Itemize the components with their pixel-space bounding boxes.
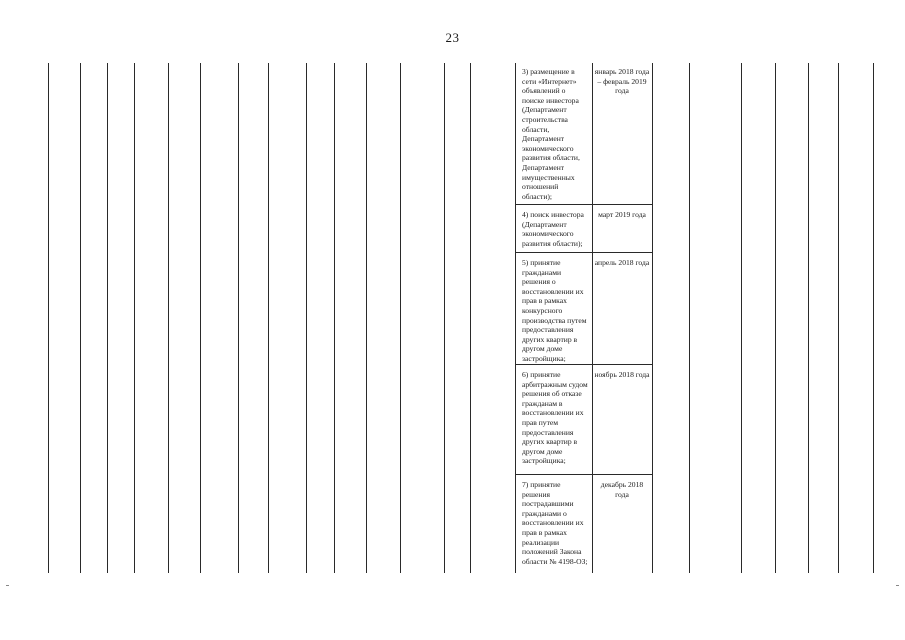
page-number: 23 [445,30,460,45]
table-row-action: 7) принятие решения пострадавшими гражданами о восстановлении их прав в рамках реализации положений Закона области № 4198-ОЗ; [522,480,588,566]
table-column-line [334,63,335,573]
row-separator [515,364,652,365]
table-column-line [808,63,809,573]
table-row-date: январь 2018 года – февраль 2019 года [594,67,650,96]
table-column-line [268,63,269,573]
table-column-line [366,63,367,573]
table-column-line [775,63,776,573]
table-row-action: 5) принятие гражданами решения о восстановлении их прав в рамках конкурсного производства путем предоставления других квартир в другом доме застройщика; [522,258,587,363]
table-column-line [515,63,516,573]
table-column-line [400,63,401,573]
table-column-line [238,63,239,573]
table-row-action: 3) размещение в сети «Интернет» объявлений о поиске инвестора (Департамент строительства области, Департамент экономического развития области, Департамент имущественных отношений области); [522,67,580,201]
table-column-line [741,63,742,573]
table-column-line [80,63,81,573]
table-column-line [444,63,445,573]
table-column-line [107,63,108,573]
table-column-line [306,63,307,573]
row-separator [515,474,652,475]
table-row-date: декабрь 2018 года [600,480,644,499]
table-column-line [652,63,653,573]
table-column-line [838,63,839,573]
row-separator [515,204,652,205]
table-column-line [134,63,135,573]
table-column-line [48,63,49,573]
table-row-date: апрель 2018 года [594,258,650,267]
scan-edge-mark [6,585,9,586]
table-column-line [873,63,874,573]
table-column-line [200,63,201,573]
table-row-date: ноябрь 2018 года [594,370,650,379]
table-column-line [689,63,690,573]
row-separator [515,252,652,253]
table-column-line [168,63,169,573]
scan-edge-mark [896,585,899,586]
table-row-date: март 2019 года [598,210,646,219]
table-row-action: 6) принятие арбитражным судом решения об отказе гражданам в восстановлении их прав путем предоставления других квартир в другом доме застройщика; [522,370,588,466]
table-row-action: 4) поиск инвестора (Департамент экономического развития области); [522,210,584,248]
table-column-line [470,63,471,573]
